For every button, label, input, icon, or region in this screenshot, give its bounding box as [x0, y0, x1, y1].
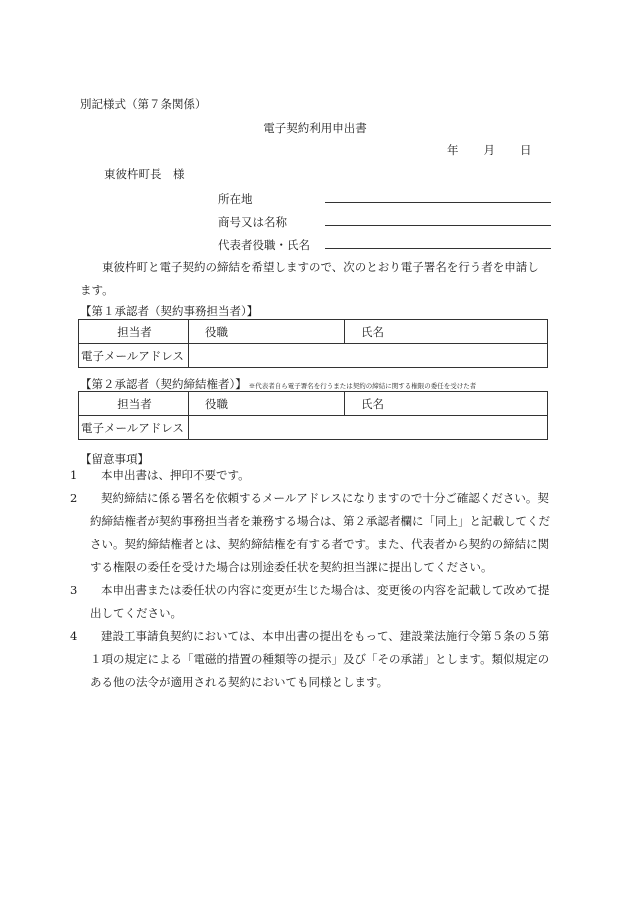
- person-header: 担当者: [79, 392, 189, 416]
- note-item: [70, 625, 552, 694]
- note-item: [70, 487, 552, 579]
- position-header[interactable]: 役職: [189, 320, 345, 344]
- address-field[interactable]: [325, 202, 551, 203]
- person-header: 担当者: [79, 320, 189, 344]
- date-year: 年: [447, 143, 459, 157]
- table-row: [79, 392, 548, 416]
- form-reference: 別記様式（第７条関係）: [80, 97, 207, 111]
- date-month: 月: [483, 143, 495, 157]
- name-header[interactable]: 氏名: [345, 392, 548, 416]
- table-row: [79, 320, 548, 344]
- company-name-field[interactable]: [325, 225, 551, 226]
- email-cell[interactable]: [189, 416, 548, 440]
- section2-heading: [80, 376, 476, 392]
- date-day: 日: [520, 143, 532, 157]
- section1-heading: 【第１承認者（契約事務担当者）】: [80, 304, 259, 318]
- email-label: 電子メールアドレス: [79, 416, 189, 440]
- note-number: 2: [70, 491, 78, 505]
- note-number: 3: [70, 583, 78, 597]
- company-name-label: 商号又は名称: [218, 215, 287, 229]
- note-text: 建設工事請負契約においては、本申出書の提出をもって、建設業法施行令第５条の５第１項の規定による「電磁的措置の種類等の提示」及び「その承諾」とします。類似規定のある他の法令が適用される契約においても同様とします。: [90, 629, 550, 689]
- table-row: [79, 416, 548, 440]
- notes-heading: 【留意事項】: [80, 452, 149, 466]
- representative-field[interactable]: [325, 248, 551, 249]
- note-text: 契約締結に係る署名を依頼するメールアドレスになりますので十分ご確認ください。契約締結権者が契約事務担当者を兼務する場合は、第２承認者欄に「同上」と記載してください。契約締結権者とは、契約締結権を有する者です。また、代表者から契約の締結に関する権限の委任を受けた場合は別途委任状を契約担当課に提出してください。: [90, 491, 550, 574]
- section2-title: 【第２承認者（契約締結権者）】: [80, 377, 247, 391]
- email-cell[interactable]: [189, 344, 548, 368]
- name-header[interactable]: 氏名: [345, 320, 548, 344]
- representative-label: 代表者役職・氏名: [218, 238, 310, 252]
- note-number: 1: [70, 468, 78, 482]
- first-approver-table: [78, 319, 548, 368]
- note-number: 4: [70, 629, 78, 643]
- addressee: 東彼杵町長 様: [104, 167, 185, 181]
- position-header[interactable]: 役職: [189, 392, 345, 416]
- note-text: 本申出書は、押印不要です。: [101, 468, 250, 482]
- note-item: [70, 464, 552, 487]
- email-label: 電子メールアドレス: [79, 344, 189, 368]
- address-label: 所在地: [218, 192, 253, 206]
- second-approver-table: [78, 391, 548, 440]
- note-text: 本申出書または委任状の内容に変更が生じた場合は、変更後の内容を記載して改めて提出してください。: [90, 583, 550, 620]
- section2-note: ※代表者自ら電子署名を行うまたは契約の締結に関する権限の委任を受けた者: [248, 382, 477, 390]
- date-line: [447, 142, 557, 158]
- note-item: [70, 579, 552, 625]
- table-row: [79, 344, 548, 368]
- document-title: 電子契約利用申出書: [263, 121, 367, 135]
- intro-paragraph: 東彼杵町と電子契約の締結を希望しますので、次のとおり電子署名を行う者を申請します。: [80, 260, 539, 297]
